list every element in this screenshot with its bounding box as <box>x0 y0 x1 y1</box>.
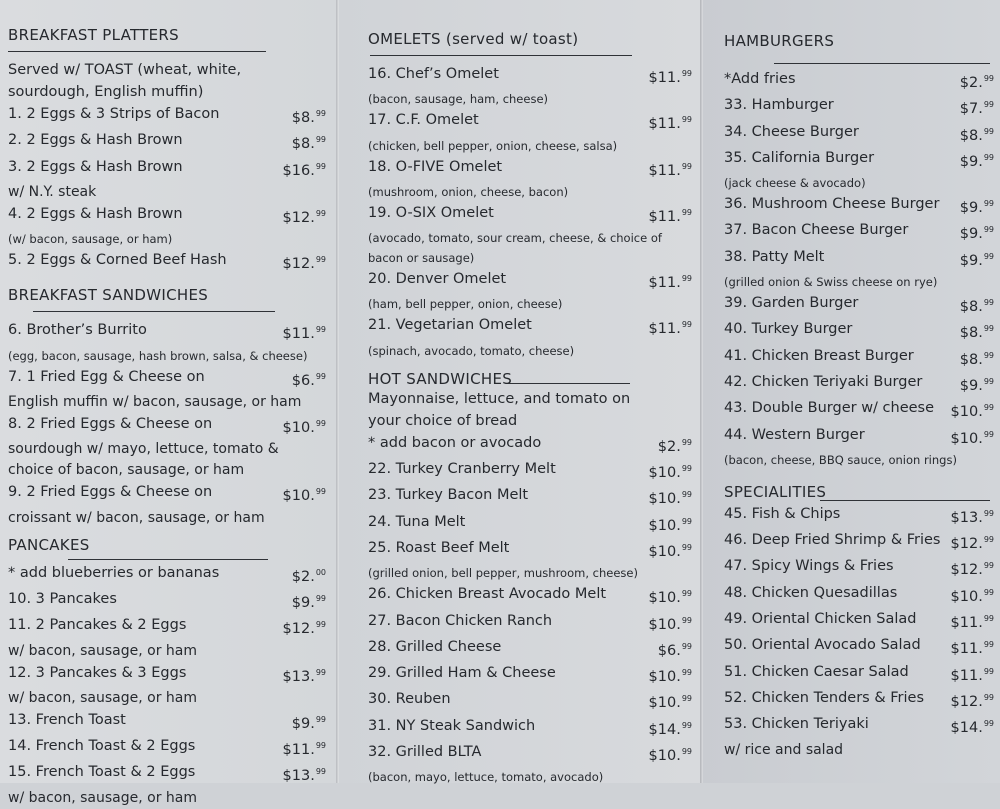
item-list <box>368 63 692 361</box>
divider <box>8 51 266 52</box>
menu-item-description: (egg, bacon, sausage, hash brown, salsa, & cheese) <box>8 348 308 363</box>
menu-item-price: $10.99 <box>648 668 692 686</box>
menu-item <box>724 68 994 94</box>
menu-item-description: (spinach, avocado, tomato, cheese) <box>368 343 575 358</box>
menu-item <box>724 193 994 219</box>
menu-item-name: 10. 3 Pancakes <box>8 590 117 607</box>
menu-item-price: $11.99 <box>282 325 326 343</box>
menu-item-price: $10.99 <box>648 589 692 607</box>
menu-item-name: 8. 2 Fried Eggs & Cheese on <box>8 416 213 433</box>
item-list <box>368 432 692 788</box>
section-breakfast-platters <box>8 25 326 275</box>
menu-item-name: 51. Chicken Caesar Salad <box>724 663 909 680</box>
menu-item-name: 29. Grilled Ham & Cheese <box>368 665 556 682</box>
divider <box>33 311 275 312</box>
menu-item-price: $8.99 <box>959 126 994 144</box>
section-title: BREAKFAST SANDWICHES <box>8 286 209 305</box>
menu-item <box>368 63 692 89</box>
menu-item-name: 14. French Toast & 2 Eggs <box>8 738 196 755</box>
menu-item-price: $8.99 <box>959 350 994 368</box>
menu-item-name: 30. Reuben <box>368 691 451 708</box>
menu-item-name: 18. O-FIVE Omelet <box>368 158 503 175</box>
menu-item-name: 45. Fish & Chips <box>724 505 841 522</box>
menu-item-price: $14.99 <box>950 719 994 737</box>
menu-item-price: $11.99 <box>648 274 692 292</box>
menu-item-price: $10.99 <box>648 464 692 482</box>
menu-item <box>724 219 994 245</box>
item-list <box>8 319 326 528</box>
menu-item-price: $8.99 <box>959 298 994 316</box>
item-list <box>8 562 326 809</box>
menu-item-name: 13. French Toast <box>8 711 126 728</box>
menu-item <box>368 511 692 537</box>
menu-item-price: $10.99 <box>950 587 994 605</box>
menu-item-price: $11.99 <box>648 320 692 338</box>
menu-item <box>368 484 692 510</box>
menu-item-description: (ham, bell pepper, onion, cheese) <box>368 297 563 312</box>
menu-item-description: w/ rice and salad <box>724 741 844 758</box>
menu-item-price: $9.99 <box>291 593 326 611</box>
menu-item-description: (avocado, tomato, sour cream, cheese, & choice of bacon or sausage) <box>368 231 662 266</box>
section-note: Served w/ TOAST (wheat, white, sourdough, English muffin) <box>8 62 242 100</box>
menu-item-name: 22. Turkey Cranberry Melt <box>368 461 556 478</box>
menu-item-name: 38. Patty Melt <box>724 248 825 265</box>
menu-item-name: 28. Grilled Cheese <box>368 638 502 655</box>
menu-item-price: $9.99 <box>959 152 994 170</box>
menu-item-name: 52. Chicken Tenders & Fries <box>724 689 925 706</box>
menu-item-name: 11. 2 Pancakes & 2 Eggs <box>8 617 187 634</box>
menu-item-name: 32. Grilled BLTA <box>368 744 482 761</box>
menu-item-description: (grilled onion & Swiss cheese on rye) <box>724 275 938 290</box>
menu-item-name: 43. Double Burger w/ cheese <box>724 400 935 417</box>
menu-item-price: $10.99 <box>282 487 326 505</box>
menu-item-price: $11.99 <box>950 614 994 632</box>
section-hamburgers <box>724 31 994 470</box>
page-fold <box>700 0 703 783</box>
menu-item-name: 6. Brother’s Burrito <box>8 322 147 339</box>
menu-item-price: $12.99 <box>282 620 326 638</box>
menu-item-price: $6.99 <box>657 641 692 659</box>
menu-item <box>368 202 692 228</box>
page-fold <box>336 0 339 783</box>
menu-item-name: 33. Hamburger <box>724 97 834 114</box>
menu-item-price: $10.99 <box>648 542 692 560</box>
menu-item-description: croissant w/ bacon, sausage, or ham <box>8 509 265 526</box>
menu-item-price: $13.99 <box>282 767 326 785</box>
menu-item-price: $9.99 <box>959 199 994 217</box>
menu-item <box>8 761 326 787</box>
divider <box>370 55 632 56</box>
menu-item <box>368 636 692 662</box>
menu-item <box>724 661 994 687</box>
menu-item-price: $10.99 <box>282 419 326 437</box>
menu-item-name: 5. 2 Eggs & Corned Beef Hash <box>8 252 227 269</box>
menu-item-price: $10.99 <box>648 490 692 508</box>
menu-item <box>368 156 692 182</box>
menu-item-name: 17. C.F. Omelet <box>368 112 479 129</box>
menu-item-name: *Add fries <box>724 71 796 87</box>
divider <box>68 559 268 560</box>
menu-item <box>724 345 994 371</box>
menu-item <box>8 709 326 735</box>
menu-item-name: * add bacon or avocado <box>368 434 542 451</box>
item-list <box>724 503 994 761</box>
menu-item <box>8 319 326 345</box>
menu-item-price: $11.99 <box>648 69 692 86</box>
menu-item-name: 15. French Toast & 2 Eggs <box>8 764 196 781</box>
menu-item-description: (bacon, mayo, lettuce, tomato, avocado) <box>368 770 604 785</box>
menu-item-description: (bacon, sausage, ham, cheese) <box>368 92 549 107</box>
menu-item <box>368 662 692 688</box>
section-title: HOT SANDWICHES <box>368 369 513 388</box>
menu-item-price: $2.00 <box>291 567 326 585</box>
section-hot-sandwiches <box>368 369 692 788</box>
menu-item-name: 36. Mushroom Cheese Burger <box>724 196 940 213</box>
menu-item <box>8 662 326 688</box>
menu-item <box>724 121 994 147</box>
menu-item-price: $9.99 <box>959 225 994 243</box>
menu-item-name: 49. Oriental Chicken Salad <box>724 611 917 628</box>
menu-item-price: $2.99 <box>959 74 994 91</box>
menu-item-name: 37. Bacon Cheese Burger <box>724 222 909 239</box>
menu-item <box>8 413 326 439</box>
menu-item <box>8 129 326 155</box>
menu-item-price: $9.99 <box>291 714 326 732</box>
menu-item-price: $12.99 <box>282 208 326 226</box>
menu-item <box>724 529 994 555</box>
menu-item-price: $14.99 <box>648 720 692 738</box>
menu-item <box>368 314 692 340</box>
menu-item-price: $2.99 <box>657 437 692 455</box>
menu-item-description: (bacon, cheese, BBQ sauce, onion rings) <box>724 452 957 467</box>
menu-item-name: 44. Western Burger <box>724 426 865 443</box>
divider <box>506 383 630 384</box>
menu-item <box>724 397 994 423</box>
section-breakfast-sandwiches <box>8 285 326 528</box>
menu-item-price: $10.99 <box>950 429 994 447</box>
menu-item-name: 25. Roast Beef Melt <box>368 539 510 556</box>
section-title: BREAKFAST PLATTERS <box>8 26 179 44</box>
item-list <box>8 103 326 275</box>
section-title: PANCAKES <box>8 535 90 554</box>
menu-item-price: $13.99 <box>282 667 326 685</box>
menu-item <box>368 741 692 767</box>
menu-column-3 <box>700 0 1000 783</box>
menu-column-1 <box>0 0 336 806</box>
menu-item-price: $11.99 <box>648 161 692 179</box>
menu-item-name: 41. Chicken Breast Burger <box>724 347 914 364</box>
menu-item <box>368 715 692 741</box>
menu-item-name: 2. 2 Eggs & Hash Brown <box>8 132 183 149</box>
menu-item <box>8 103 326 129</box>
menu-item-name: 4. 2 Eggs & Hash Brown <box>8 205 183 222</box>
section-note: Mayonnaise, lettuce, and tomato on your choice of bread <box>368 390 631 429</box>
menu-item <box>724 246 994 272</box>
menu-item <box>368 268 692 294</box>
section-title: SPECIALITIES <box>724 482 827 501</box>
menu-item-name: 47. Spicy Wings & Fries <box>724 558 894 575</box>
menu-item-name: 12. 3 Pancakes & 3 Eggs <box>8 664 187 681</box>
menu-item-name: 48. Chicken Quesadillas <box>724 584 898 601</box>
menu-item-name: 53. Chicken Teriyaki <box>724 716 869 733</box>
menu-item-name: 23. Turkey Bacon Melt <box>368 487 529 504</box>
menu-item <box>724 608 994 634</box>
item-list <box>724 68 994 470</box>
menu-item-name: 27. Bacon Chicken Ranch <box>368 612 553 629</box>
menu-item-name: 3. 2 Eggs & Hash Brown <box>8 158 183 175</box>
menu-item <box>8 735 326 761</box>
menu-item-description: (chicken, bell pepper, onion, cheese, salsa) <box>368 138 618 153</box>
menu-item-description: w/ bacon, sausage, or ham <box>8 642 197 659</box>
menu-item <box>368 109 692 135</box>
menu-item-name: 24. Tuna Melt <box>368 513 466 530</box>
menu-item-name: 9. 2 Fried Eggs & Cheese on <box>8 484 213 501</box>
menu-item-price: $10.99 <box>648 615 692 633</box>
menu-item-name: 40. Turkey Burger <box>724 321 853 338</box>
menu-item <box>724 147 994 173</box>
menu-item-name: 20. Denver Omelet <box>368 271 507 288</box>
menu-item <box>724 371 994 397</box>
menu-item <box>8 562 326 588</box>
menu-item-description: (grilled onion, bell pepper, mushroom, cheese) <box>368 566 638 581</box>
menu-item-name: 16. Chef’s Omelet <box>368 66 499 82</box>
menu-item-name: 26. Chicken Breast Avocado Melt <box>368 586 607 603</box>
menu-item <box>368 458 692 484</box>
menu-item <box>8 156 326 182</box>
divider <box>820 500 990 501</box>
section-title: OMELETS (served w/ toast) <box>368 30 579 48</box>
section-omelets <box>368 29 692 361</box>
menu-item <box>8 249 326 275</box>
menu-item-price: $16.99 <box>282 161 326 179</box>
menu-item <box>8 588 326 614</box>
menu-item-name: 50. Oriental Avocado Salad <box>724 637 921 654</box>
menu-column-2 <box>336 0 700 783</box>
menu-item-description: (w/ bacon, sausage, or ham) <box>8 232 173 247</box>
menu-item-price: $9.99 <box>959 251 994 269</box>
menu-item-description: w/ N.Y. steak <box>8 183 97 200</box>
menu-item-name: 42. Chicken Teriyaki Burger <box>724 373 923 390</box>
menu-item-name: 1. 2 Eggs & 3 Strips of Bacon <box>8 106 220 122</box>
section-specialities <box>724 482 994 761</box>
menu-item-description: sourdough w/ mayo, lettuce, tomato & choice of bacon, sausage, or ham <box>8 441 279 479</box>
menu-item-name: 7. 1 Fried Egg & Cheese on <box>8 368 205 385</box>
menu-item <box>724 713 994 739</box>
menu-item-price: $10.99 <box>950 403 994 421</box>
menu-item-name: 39. Garden Burger <box>724 295 859 312</box>
menu-item-name: 46. Deep Fried Shrimp & Fries <box>724 532 941 549</box>
menu-item-price: $11.99 <box>282 741 326 759</box>
menu-item-price: $9.99 <box>959 376 994 394</box>
menu-item-price: $11.99 <box>950 666 994 684</box>
menu-item <box>724 582 994 608</box>
menu-item-price: $8.99 <box>291 135 326 153</box>
menu-item <box>724 292 994 318</box>
menu-item-price: $10.99 <box>648 516 692 534</box>
menu-item <box>724 424 994 450</box>
menu-item-name: 34. Cheese Burger <box>724 123 859 140</box>
menu-item-description: English muffin w/ bacon, sausage, or ham <box>8 394 302 411</box>
menu-item-price: $8.99 <box>291 109 326 126</box>
menu-item <box>8 366 326 392</box>
menu-item <box>724 687 994 713</box>
menu-item-price: $12.99 <box>950 535 994 553</box>
menu-item <box>368 610 692 636</box>
menu-item-name: 19. O-SIX Omelet <box>368 204 494 221</box>
menu-item-price: $11.99 <box>648 207 692 225</box>
menu-item <box>368 688 692 714</box>
menu-item-price: $11.99 <box>648 115 692 133</box>
section-title: HAMBURGERS <box>724 32 835 50</box>
menu-item-description: (mushroom, onion, cheese, bacon) <box>368 184 569 199</box>
menu-item <box>368 432 692 458</box>
menu-item <box>8 614 326 640</box>
menu-item-name: 35. California Burger <box>724 149 875 166</box>
menu-item <box>724 318 994 344</box>
section-pancakes <box>8 535 326 809</box>
menu-item <box>724 634 994 660</box>
menu-item-description: w/ bacon, sausage, or ham <box>8 789 197 806</box>
menu-item-price: $7.99 <box>959 100 994 118</box>
menu-item <box>368 537 692 563</box>
menu-item-description: (jack cheese & avocado) <box>724 176 866 191</box>
menu-item-price: $10.99 <box>648 747 692 765</box>
menu-item-price: $11.99 <box>950 640 994 658</box>
menu-item-price: $13.99 <box>950 508 994 526</box>
menu-item-price: $6.99 <box>291 371 326 389</box>
menu-item-price: $8.99 <box>959 324 994 342</box>
menu-item <box>724 555 994 581</box>
divider <box>774 63 990 64</box>
menu-item <box>8 481 326 507</box>
menu-item-name: 21. Vegetarian Omelet <box>368 317 532 334</box>
menu-item-price: $12.99 <box>950 692 994 710</box>
menu-item <box>724 503 994 529</box>
menu-item <box>724 94 994 120</box>
menu-item-name: 31. NY Steak Sandwich <box>368 717 536 734</box>
menu-item-price: $10.99 <box>648 694 692 712</box>
menu-item-name: * add blueberries or bananas <box>8 564 220 581</box>
menu-item <box>8 203 326 229</box>
menu-item-price: $12.99 <box>282 255 326 273</box>
menu-item <box>368 583 692 609</box>
menu-item-price: $12.99 <box>950 561 994 579</box>
menu-item-description: w/ bacon, sausage, or ham <box>8 689 197 706</box>
